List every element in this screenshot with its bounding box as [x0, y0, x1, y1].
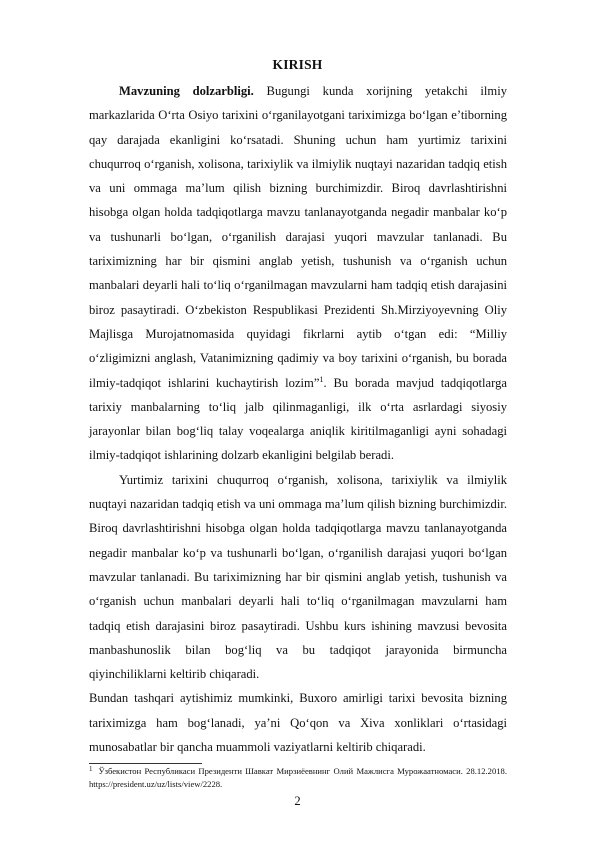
footnote-reference[interactable]: 1: [319, 374, 324, 384]
relevance-lead: Mavzuning dolzarbligi.: [119, 84, 254, 98]
paragraph-bukhara: Bundan tashqari aytishimiz mumkinki, Buxoro amirligi tarixi bevosita bizning tariximizga ham bog‘lanadi, ya’ni Qo‘qon va Xiva xonliklari o‘rtasidagi munosabatlar bir qancha muammoli vaziyatlarni keltirib chiqaradi.: [89, 691, 507, 755]
footnote-text: Ўзбекистон Республикаси Президенти Шавкат Мирзиёевнинг Олий Мажлисга Мурожаатномаси. 28.12.2018. https://president.uz/uz/lists/view/2228.: [89, 766, 507, 789]
paragraph-study: Yurtimiz tarixini chuqurroq o‘rganish, xolisona, tarixiylik va ilmiylik nuqtayi nazaridan tadqiq etish va uni ommaga ma’lum qilish bizning burchimizdir. Biroq davrlashtirishni hisobga olgan holda tadqiqotlarga mavzu tanlanayotganda negadir manbalar ko‘p va tushunarli bo‘lgan, o‘rganilish darajasi yuqori bo‘lgan mavzular tanlanadi. Bu tariximizning har bir qismini anglab yetish, tushunish va o‘rganish uchun manbalari deyarli hali to‘liq o‘rganilmagan mavzularni ham tadqiq etish darajasini biroz pasaytiradi. Ushbu kurs ishining mavzusi bevosita manbashunoslik bilan bog‘liq va bu tadqiqot jarayonida birmuncha qiyinchiliklarni keltirib chiqaradi.: [89, 472, 507, 682]
page-number: 2: [294, 794, 301, 808]
footnote-marker: 1: [89, 765, 93, 773]
footnote-divider: [89, 763, 202, 764]
paragraph-relevance: [89, 79, 507, 468]
page-heading: KIRISH: [272, 57, 323, 72]
footnote: [89, 765, 507, 790]
relevance-text: Bugungi kunda xorijning yetakchi ilmiy markazlarida O‘rta Osiyo tarixini o‘rganilayotgani tariximizga bo‘lgan e’tiborning qay darajada ekanligini ko‘rsatadi. Shuning uchun ham yurtimiz tarixini chuqurroq o‘rganish, xolisona, tarixiylik va ilmiylik nuqtayi nazaridan tadqiq etish va uni ommaga ma’lum qilish bizning burchimizdir. Biroq davrlashtirishni hisobga olgan holda tadqiqotlarga mavzu tanlanayotganda negadir manbalar ko‘p va tushunarli bo‘lgan, o‘rganilish darajasi yuqori mavzular tanlanadi. Bu tariximizning har bir qismini anglab yetish, tushunish va o‘rganish uchun manbalari deyarli hali to‘liq o‘rganilmagan mavzularni ham tadqiq etish darajasini biroz pasaytiradi. O‘zbekiston Respublikasi Prezidenti Sh.Mirziyoyevning Oliy Majlisga Murojatnomasida quyidagi fikrlarni aytib o‘tgan edi: “Milliy o‘zligimizni anglash, Vatanimizning qadimiy va boy tarixini o‘rganish, bu borada ilmiy-tadqiqot ishlarini kuchaytirish lozim”: [89, 84, 508, 390]
body-text: [89, 79, 507, 759]
relevance-tail: . Bu borada mavjud tadqiqotlarga tarixiy manbalarning to‘liq jalb qilinmaganligi, ilk o‘rta asrlardagi siyosiy jarayonlar bilan bog‘liq talay voqealarga aniqlik kiritilmaganligi ayni sohadagi ilmiy-tadqiqot ishlarining dolzarb ekanligini belgilab beradi.: [89, 375, 507, 463]
